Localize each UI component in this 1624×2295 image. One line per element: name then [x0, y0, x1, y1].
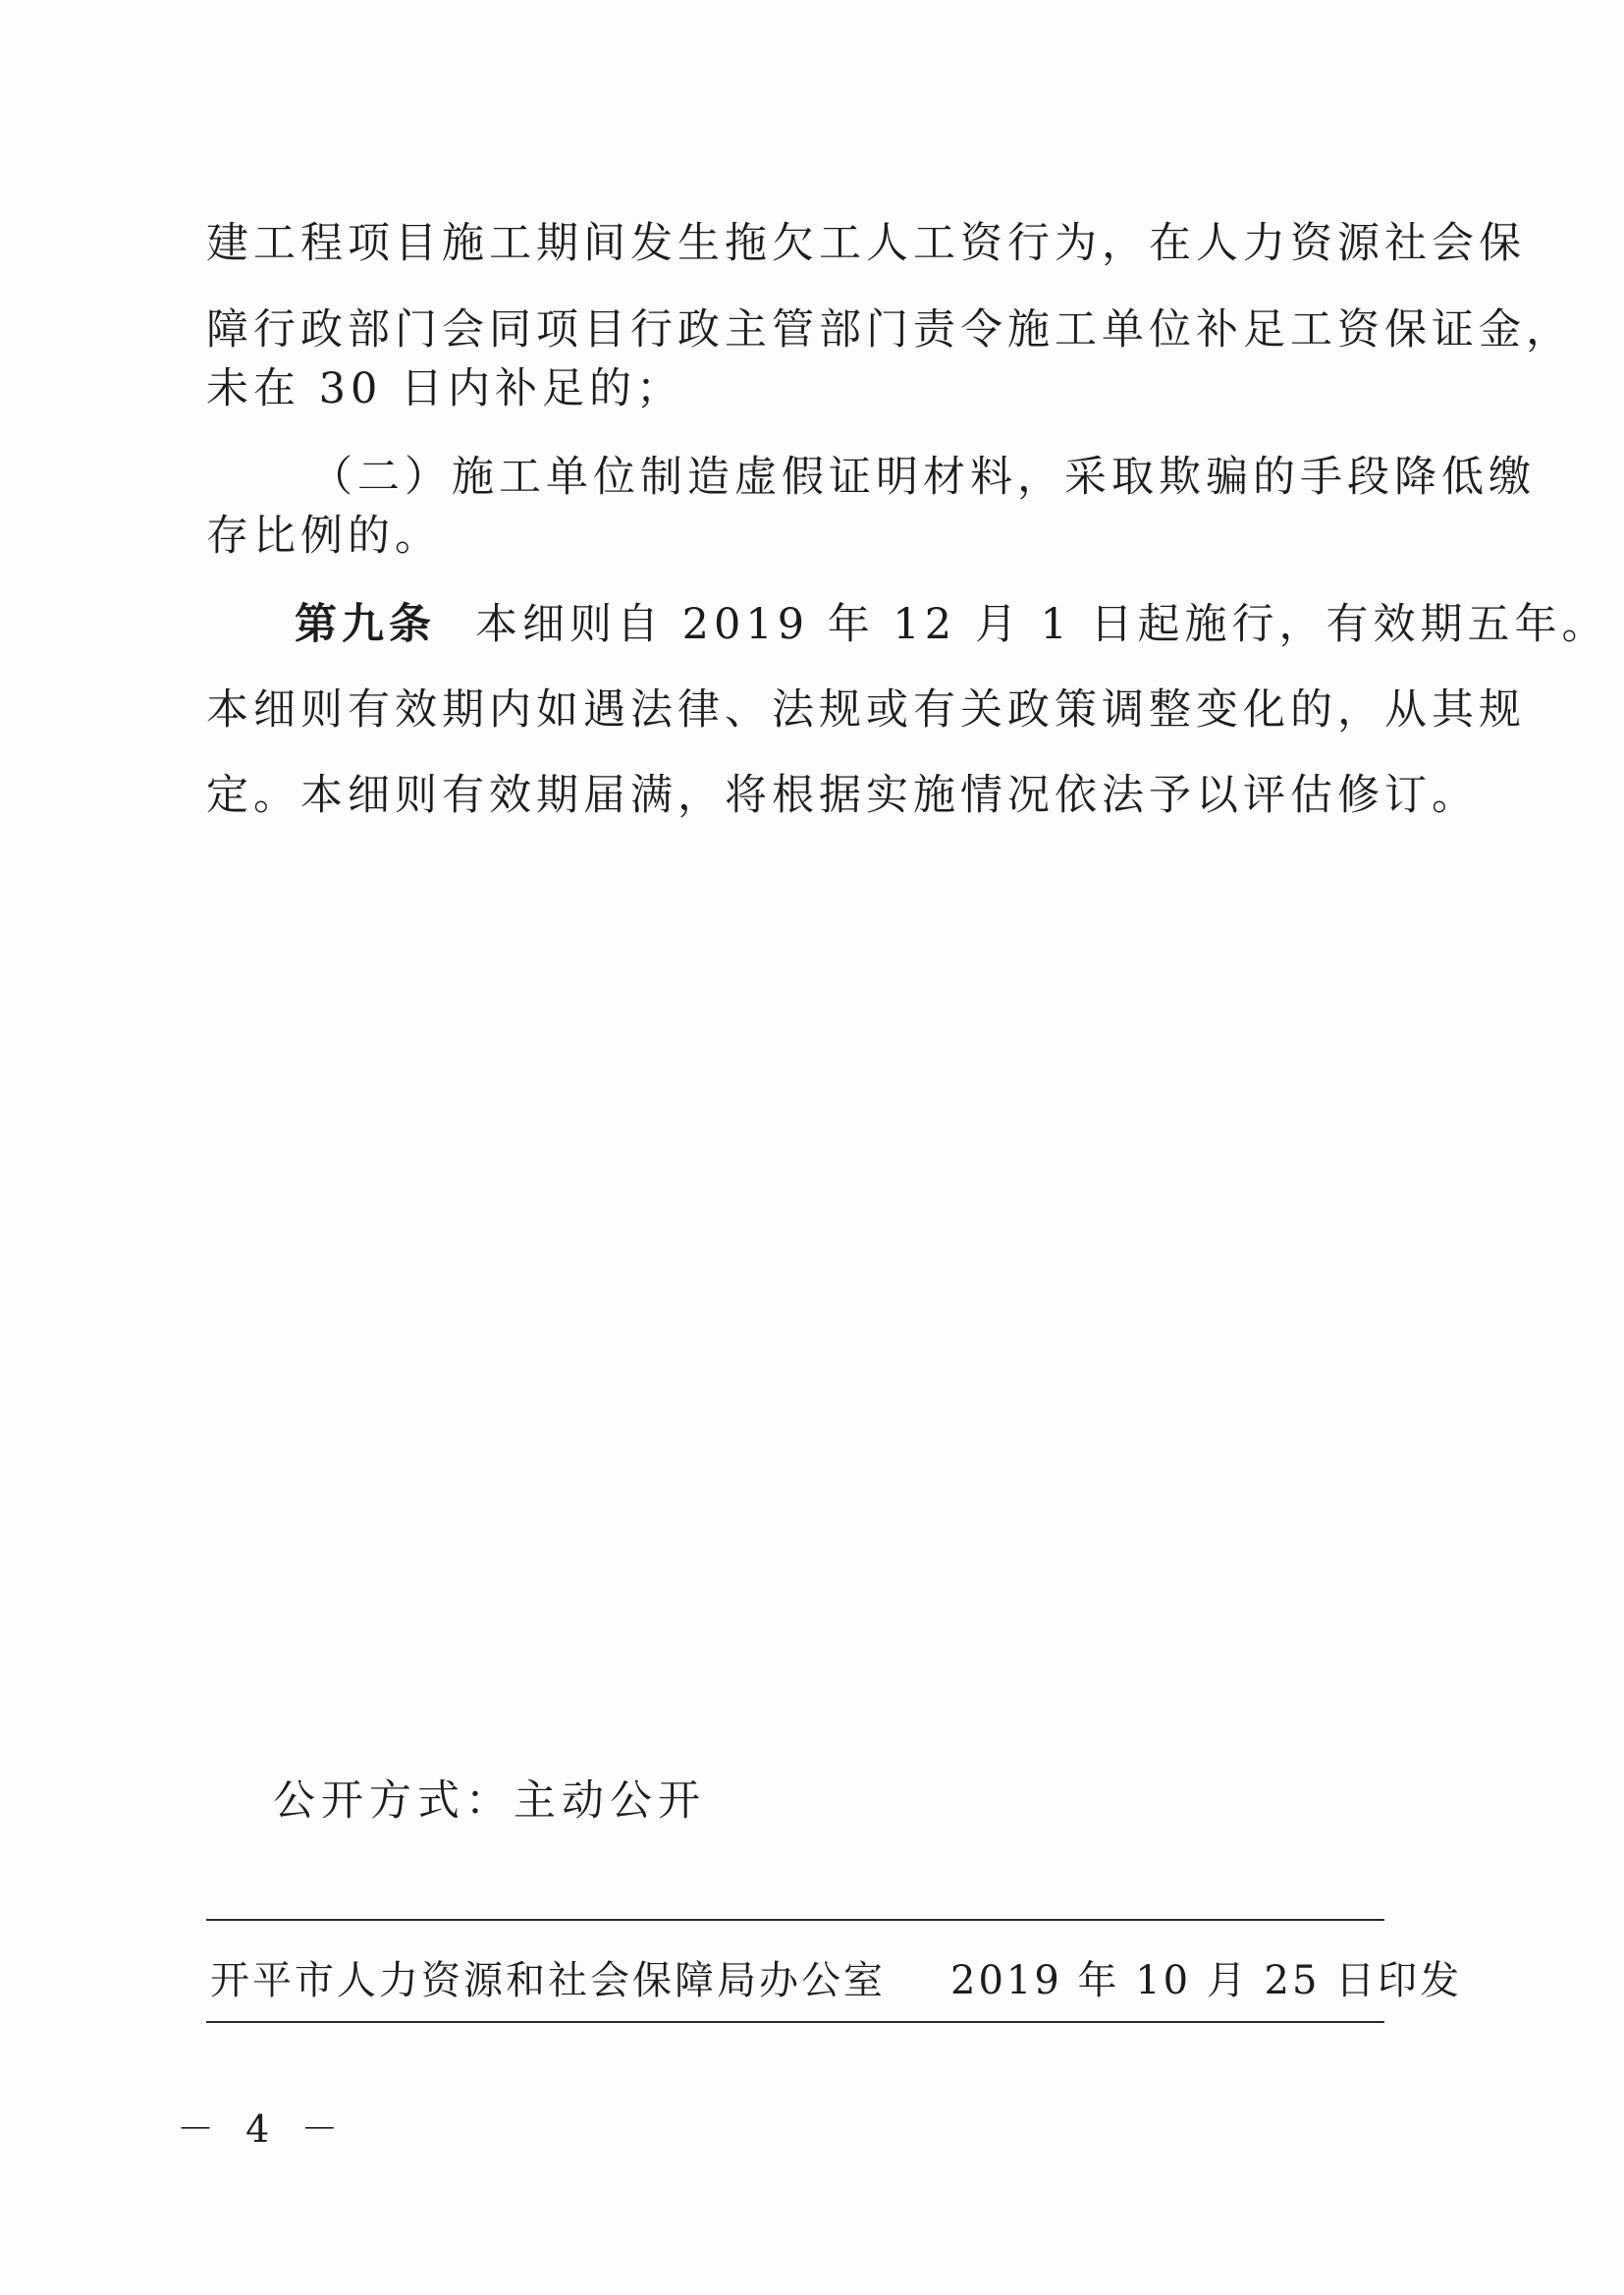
- article-nine-text: 本细则自 2019 年 12 月 1 日起施行，有效期五年。: [475, 600, 1609, 649]
- body-line-4: （二）施工单位制造虚假证明材料，采取欺骗的手段降低缴: [310, 453, 1536, 502]
- page-number: － 4 －: [177, 2107, 349, 2151]
- issue-date: 2019 年 10 月 25 日印发: [950, 1958, 1463, 2003]
- article-nine-title: 第九条: [295, 600, 436, 649]
- body-line-3: 未在 30 日内补足的；: [206, 364, 684, 413]
- body-line-7: 本细则有效期内如遇法律、法规或有关政策调整变化的，从其规: [206, 685, 1526, 735]
- body-line-8: 定。本细则有效期届满，将根据实施情况依法予以评估修订。: [206, 771, 1479, 820]
- article-nine: [295, 595, 1609, 654]
- disclosure-method: 公开方式：主动公开: [273, 1776, 706, 1826]
- footer-rule-bottom: [206, 2021, 1384, 2023]
- body-line-5: 存比例的。: [206, 512, 442, 561]
- footer-rule-top: [206, 1919, 1384, 1921]
- body-line-1: 建工程项目施工期间发生拖欠工人工资行为，在人力资源社会保: [206, 219, 1526, 268]
- issuer-office: 开平市人力资源和社会保障局办公室: [210, 1958, 886, 2003]
- body-line-2: 障行政部门会同项目行政主管部门责令施工单位补足工资保证金，: [206, 305, 1573, 355]
